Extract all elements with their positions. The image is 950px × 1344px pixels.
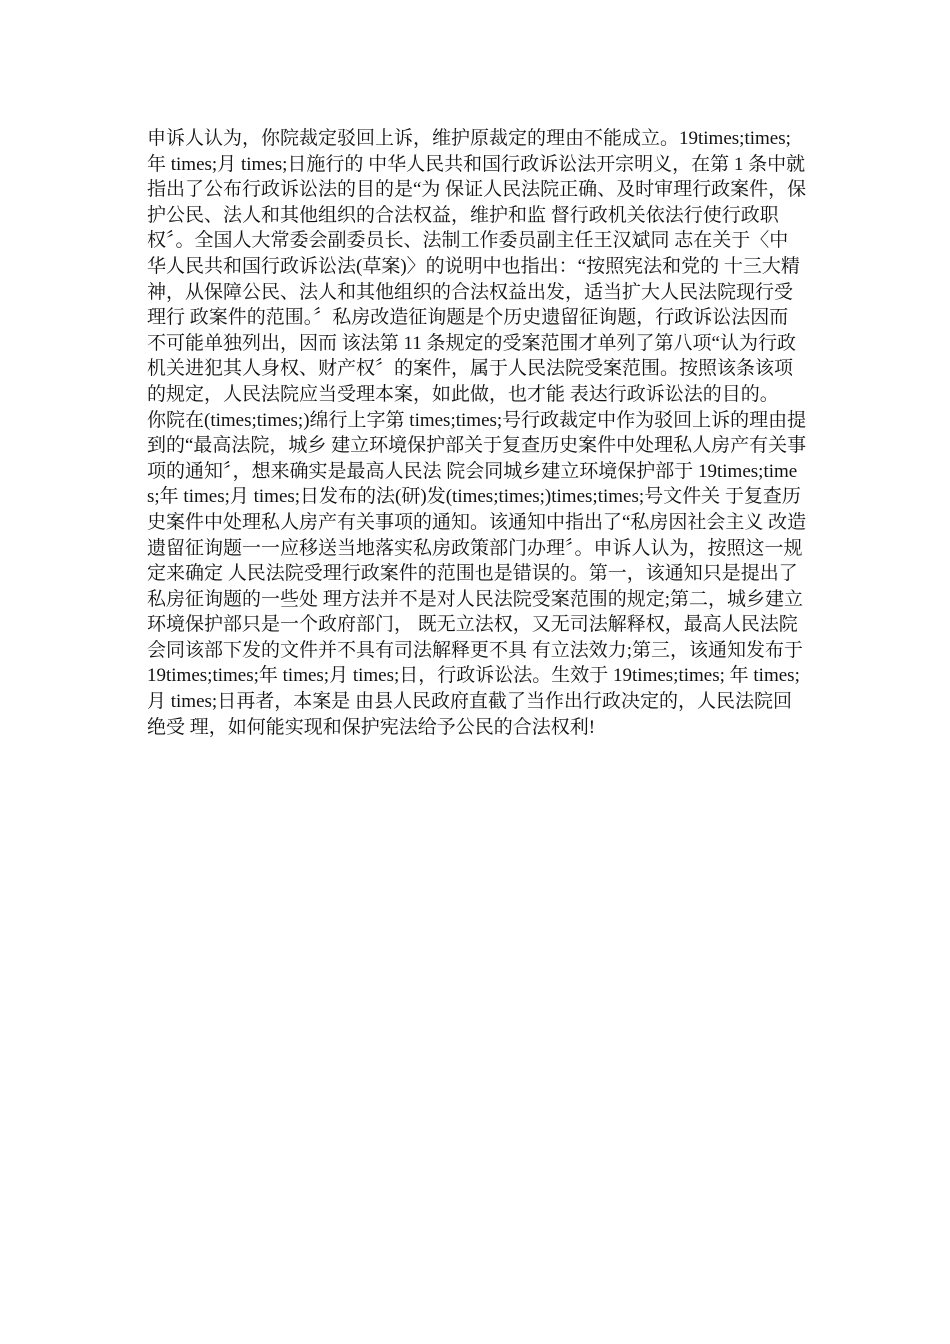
paragraph-1: 申诉人认为，你院裁定驳回上诉，维护原裁定的理由不能成立。19times;times;年 times;月 times;日施行的 中华人民共和国行政诉讼法开宗明义，在第 1 条中就指出了公布行政诉讼法的目的是“为 保证人民法院正确、及时审理行政案件，保护公民、法人和其他组织的合法权益，维护和监 督行政机关依法行使行政职权〞。全国人大常委会副委员长、法制工作委员副主任王汉斌同 志在关于〈中华人民共和国行政诉讼法(草案)〉的说明中也指出：“按照宪法和党的 十三大精神，从保障公民、法人和其他组织的合法权益出发，适当扩大人民法院现行受理行 政案件的范围。〞私房改造征询题是个历史遗留征询题，行政诉讼法因而不可能单独列出，因而 该法第 11 条规定的受案范围才单列了第八项“认为行政机关进犯其人身权、财产权〞的案件，属于人民法院受案范围。按照该条该项的规定，人民法院应当受理本案，如此做，也才能 表达行政诉讼法的目的。 bbox=[147, 128, 807, 405]
paragraph-2: 你院在(times;times;)绵行上字第 times;times;号行政裁定中作为驳回上诉的理由提到的“最高法院，城乡 建立环境保护部关于复查历史案件中处理私人房产有关事项的通知〞，想来确实是最高人民法 院会同城乡建立环境保护部于 19times;times;年 times;月 times;日发布的法(研)发(times;times;)times;times;号文件关 于复查历史案件中处理私人房产有关事项的通知。该通知中指出了“私房因社会主义 改造遗留征询题一一应移送当地落实私房政策部门办理〞。申诉人认为，按照这一规定来确定 人民法院受理行政案件的范围也是错误的。第一，该通知只是提出了私房征询题的一些处 理方法并不是对人民法院受案范围的规定;第二，城乡建立环境保护部只是一个政府部门， 既无立法权，又无司法解释权，最高人民法院会同该部下发的文件并不具有司法解释更不具 有立法效力;第三，该通知发布于 19times;times;年 times;月 times;日，行政诉讼法。生效于 19times;times; 年 times;月 times;日再者，本案是 由县人民政府直截了当作出行政决定的，人民法院回绝受 理，如何能实现和保护宪法给予公民的合法权利! bbox=[147, 409, 807, 738]
document-body bbox=[147, 126, 807, 740]
